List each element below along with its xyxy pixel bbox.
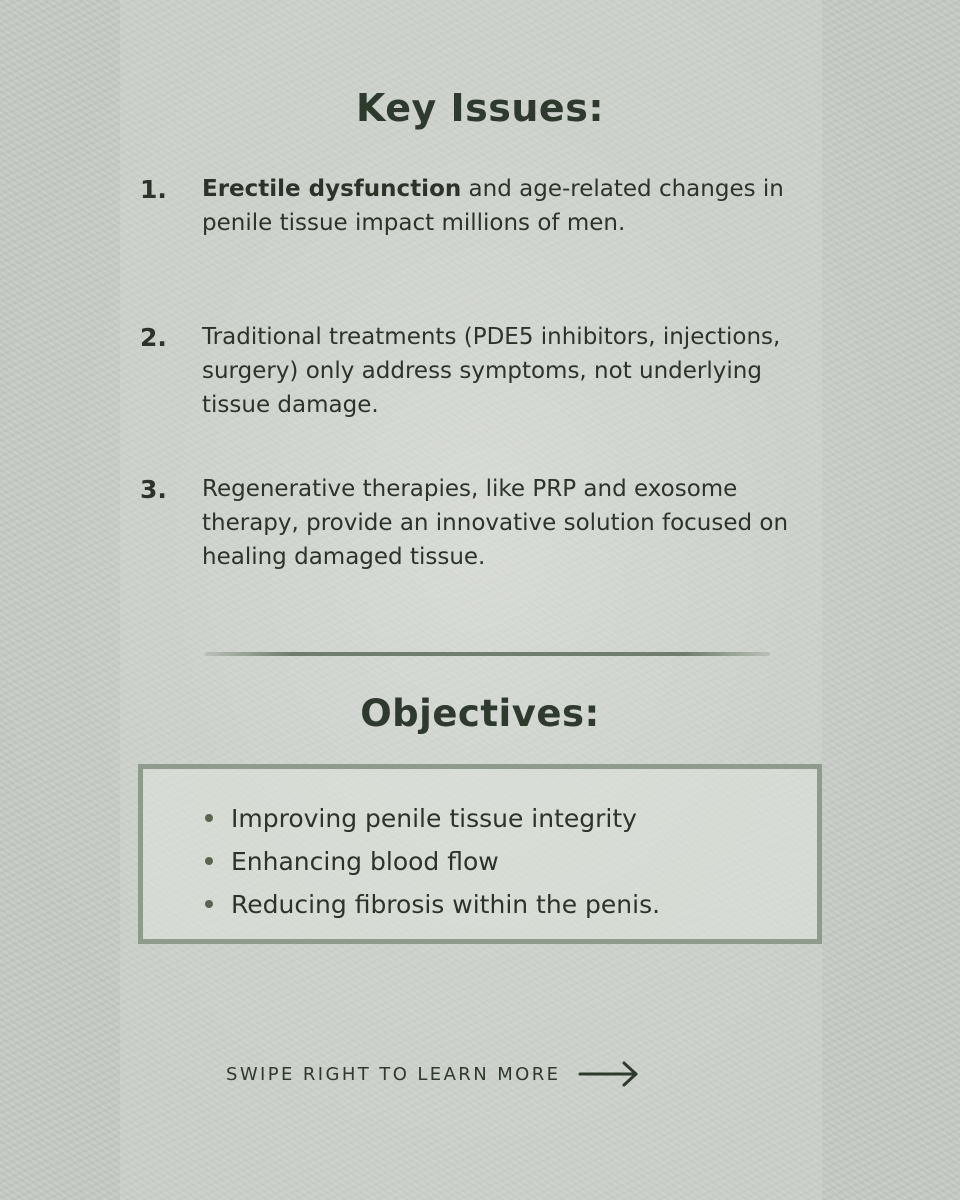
objective-text: Enhancing blood flow [231, 847, 499, 876]
issue-text: Regenerative therapies, like PRP and exosome therapy, provide an innovative solution focused on healing damaged tissue. [202, 476, 789, 570]
issue-item-1 [140, 172, 840, 240]
bullet-icon [205, 900, 213, 908]
arrow-right-icon [578, 1060, 640, 1088]
objectives-title: Objectives: [360, 692, 600, 735]
objective-item [205, 883, 817, 926]
issue-number: 2. [140, 323, 167, 352]
swipe-cta[interactable] [226, 1060, 640, 1088]
objectives-list [205, 797, 817, 926]
issue-number: 3. [140, 475, 167, 504]
objective-text: Improving penile tissue integrity [231, 804, 637, 833]
issue-number: 1. [140, 175, 167, 204]
issue-item-3 [140, 472, 840, 574]
objective-item [205, 840, 817, 883]
bullet-icon [205, 814, 213, 822]
issue-text-rest: and age-related changes in penile tissue impact millions of men. [202, 176, 784, 236]
issue-text: Traditional treatments (PDE5 inhibitors, injections, surgery) only address symptoms, not underlying tissue damage. [202, 324, 781, 418]
section-divider [205, 652, 770, 656]
key-issues-title: Key Issues: [355, 86, 605, 130]
issue-item-2 [140, 320, 840, 422]
swipe-cta-label: SWIPE RIGHT TO LEARN MORE [226, 1063, 561, 1085]
objective-item [205, 797, 817, 840]
objectives-box [138, 764, 822, 944]
objective-text: Reducing fibrosis within the penis. [231, 890, 661, 919]
issue-bold-term: Erectile dysfunction [202, 176, 462, 202]
issue-text [202, 172, 812, 240]
bullet-icon [205, 857, 213, 865]
